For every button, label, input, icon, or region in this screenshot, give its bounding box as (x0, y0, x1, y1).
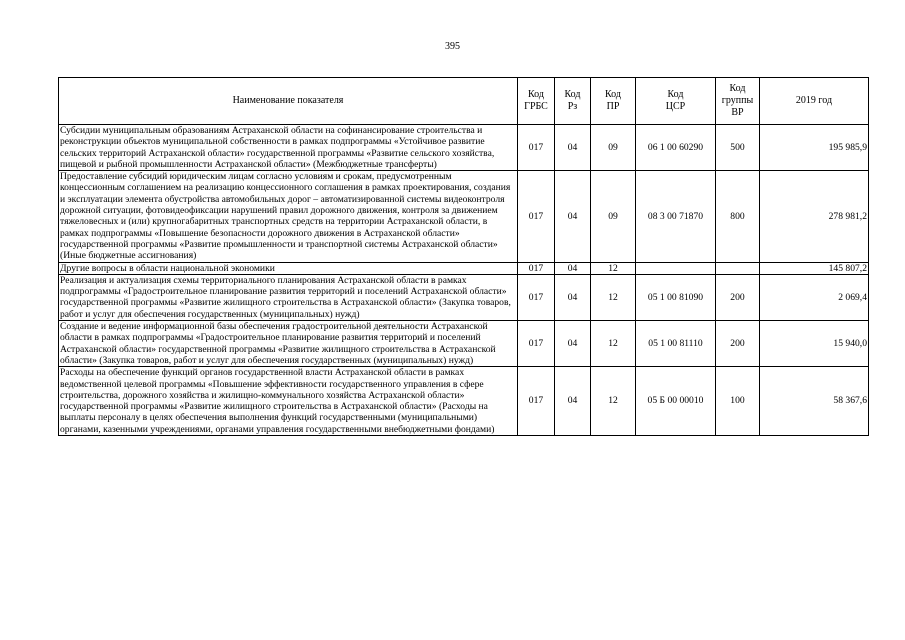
header-csr-line: ЦСР (665, 101, 686, 112)
row-csr: 06 1 00 60290 (636, 125, 716, 171)
row-vr: 200 (716, 321, 760, 367)
header-csr-line: Код (667, 89, 684, 100)
header-rz-code (555, 78, 591, 125)
budget-table (58, 77, 869, 436)
header-vr-line: группы (721, 95, 754, 106)
row-csr: 08 3 00 71870 (636, 171, 716, 262)
row-grbs: 017 (518, 367, 555, 436)
row-name: Расходы на обеспечение функций органов государственной власти Астраханской области в рамках ведомственной целевой программы «Повышение эффективности государственного управления в сфере строительства, дорожного хозяйства и жилищно-коммунального хозяйства Астраханской области» государственной программы «Развитие жилищного строительства в Астраханской области» (Расходы на выплаты персоналу в целях обеспечения выполнения функций государственными (муниципальными) органами, казенными учреждениями, органами управления государственными внебюджетными фондами) (59, 367, 518, 436)
row-csr: 05 Б 00 00010 (636, 367, 716, 436)
header-rz-line: Код (564, 89, 581, 100)
table-row (59, 171, 869, 262)
header-grbs-line: ГРБС (524, 101, 548, 112)
row-pr: 12 (591, 274, 636, 320)
table-row (59, 321, 869, 367)
header-csr-code (636, 78, 716, 125)
row-vr: 100 (716, 367, 760, 436)
row-pr: 12 (591, 367, 636, 436)
row-name: Реализация и актуализация схемы территориального планирования Астраханской области в рамках подпрограммы «Градостроительное планирование развития территорий и поселений Астраханской области» государственной программы «Развитие жилищного строительства в Астраханской области» (Закупка товаров, работ и услуг для обеспечения государственных (муниципальных) нужд) (59, 274, 518, 320)
row-vr: 200 (716, 274, 760, 320)
row-grbs: 017 (518, 125, 555, 171)
header-vr-line: ВР (731, 107, 744, 118)
header-pr-line: ПР (606, 101, 620, 112)
row-name: Другие вопросы в области национальной экономики (59, 262, 518, 274)
row-grbs: 017 (518, 171, 555, 262)
row-pr: 09 (591, 125, 636, 171)
row-rz: 04 (555, 125, 591, 171)
row-value: 58 367,6 (760, 367, 869, 436)
row-rz: 04 (555, 171, 591, 262)
header-rz-line: Рз (567, 101, 578, 112)
header-vr-line: Код (729, 83, 746, 94)
row-value: 278 981,2 (760, 171, 869, 262)
table-row (59, 274, 869, 320)
row-rz: 04 (555, 321, 591, 367)
row-grbs: 017 (518, 274, 555, 320)
row-csr: 05 1 00 81110 (636, 321, 716, 367)
header-indicator-name: Наименование показателя (59, 78, 518, 125)
row-pr: 12 (591, 321, 636, 367)
header-pr-code (591, 78, 636, 125)
row-value: 15 940,0 (760, 321, 869, 367)
row-value: 195 985,9 (760, 125, 869, 171)
row-pr: 12 (591, 262, 636, 274)
page-number: 395 (445, 41, 460, 52)
row-csr: 05 1 00 81090 (636, 274, 716, 320)
row-rz: 04 (555, 262, 591, 274)
row-value: 145 807,2 (760, 262, 869, 274)
row-rz: 04 (555, 367, 591, 436)
table-row (59, 125, 869, 171)
row-name: Создание и ведение информационной базы обеспечения градостроительной деятельности Астраханской области в рамках подпрограммы «Градостроительное планирование развития территорий и поселений Астраханской области» государственной программы «Развитие жилищного строительства в Астраханской области» (Закупка товаров, работ и услуг для обеспечения государственных (муниципальных) нужд) (59, 321, 518, 367)
table-row (59, 367, 869, 436)
table-row (59, 262, 869, 274)
row-pr: 09 (591, 171, 636, 262)
row-name: Субсидии муниципальным образованиям Астраханской области на софинансирование строительства и реконструкции объектов муниципальной собственности в рамках подпрограммы «Устойчивое развитие сельских территорий Астраханской области» государственной программы «Развитие сельского хозяйства, пищевой и рыбной промышленности Астраханской области» (Межбюджетные трансферты) (59, 125, 518, 171)
header-pr-line: Код (605, 89, 621, 100)
header-vr-code (716, 78, 760, 125)
row-grbs: 017 (518, 321, 555, 367)
row-grbs: 017 (518, 262, 555, 274)
row-rz: 04 (555, 274, 591, 320)
row-vr (716, 262, 760, 274)
row-vr: 800 (716, 171, 760, 262)
row-csr (636, 262, 716, 274)
row-value: 2 069,4 (760, 274, 869, 320)
header-year-2019: 2019 год (760, 78, 869, 125)
table-header-row (59, 78, 869, 125)
row-vr: 500 (716, 125, 760, 171)
row-name: Предоставление субсидий юридическим лицам согласно условиям и срокам, предусмотренным концессионным соглашением на реализацию концессионного соглашения в рамках проектирования, создания и эксплуатации элемента обустройства автомобильных дорог – автоматизированной системы видеоконтроля дорожной ситуации, фотовидеофиксации нарушений правил дорожного движения, контроля за движением тяжеловесных и (или) крупногабаритных транспортных средств на территории Астраханской области, в рамках подпрограммы «Повышение безопасности дорожного движения в Астраханской области» государственной программы «Развитие промышленности и транспортной системы Астраханской области» (Иные бюджетные ассигнования) (59, 171, 518, 262)
header-grbs-line: Код (528, 89, 544, 100)
header-grbs-code (518, 78, 555, 125)
